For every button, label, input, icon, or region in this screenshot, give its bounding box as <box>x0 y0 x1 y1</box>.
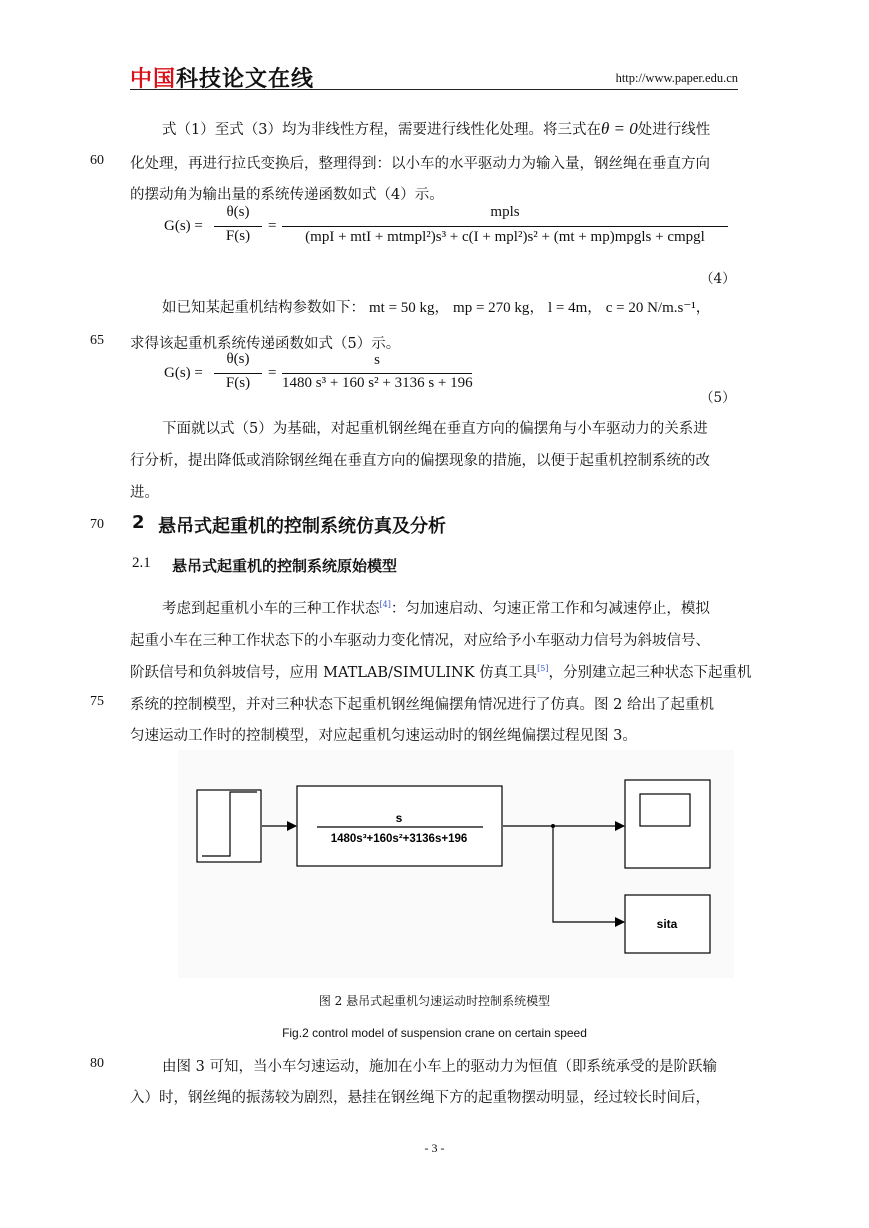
eq5-lhs: G(s) = <box>164 365 203 381</box>
eq5-lhs-fraction-bar <box>214 373 262 374</box>
params-line <box>162 296 742 317</box>
eq5-fraction-bar <box>282 373 472 374</box>
para3-text-c: 阶跃信号和负斜坡信号，应用 MATLAB/SIMULINK 仿真工具 <box>130 665 538 681</box>
param-mp: mp = 270 kg <box>453 300 530 316</box>
para2-line1: 下面就以式（5）为基础，对起重机钢丝绳在垂直方向的偏摆角与小车驱动力的关系进 <box>162 421 708 437</box>
para3-text-a: 考虑到起重机小车的三种工作状态 <box>162 601 380 617</box>
para3-line4: 系统的控制模型，并对三种状态下起重机钢丝绳偏摆角情况进行了仿真。图 2 给出了起重机 <box>130 697 714 713</box>
para1-text-b: 处进行线性 <box>637 122 711 138</box>
para4-line2: 入）时，钢丝绳的振荡较为剧烈，悬挂在钢丝绳下方的起重物摆动明显，经过较长时间后， <box>130 1090 710 1106</box>
section-number: 2 <box>132 512 145 533</box>
line-number: 70 <box>90 517 104 532</box>
eq4-fraction-bar <box>282 226 728 227</box>
subsection-number: 2.1 <box>132 555 151 571</box>
logo-red-text: 中国 <box>130 67 177 92</box>
eq4-number: （4） <box>700 271 736 287</box>
para3-line2: 起重小车在三种工作状态下的小车驱动力变化情况，对应给予小车驱动力信号为斜坡信号、 <box>130 633 710 649</box>
workspace-var-label: sita <box>656 917 678 931</box>
para4-line1: 由图 3 可知，当小车匀速运动，施加在小车上的驱动力为恒值（即系统承受的是阶跃输 <box>162 1059 717 1075</box>
eq4-theta: θ(s) <box>226 204 250 220</box>
eq5-number: （5） <box>700 390 736 406</box>
eq5-theta: θ(s) <box>226 351 250 367</box>
para3-line5: 匀速运动工作时的控制模型，对应起重机匀速运动时的钢丝绳偏摆过程见图 3。 <box>130 728 637 744</box>
para1-line1 <box>162 118 770 139</box>
param-sep: ， <box>434 300 450 316</box>
param-mt: mt = 50 kg <box>369 300 435 316</box>
eq4-equals: = <box>268 218 277 234</box>
page-number: - 3 - <box>424 1141 445 1155</box>
params-next-line: 求得该起重机系统传递函数如式（5）示。 <box>130 336 401 352</box>
eq4-lhs-fraction-bar <box>214 226 262 227</box>
eq4-denominator: (mpI + mtI + mtmpl²)s³ + c(I + mpl²)s² + (mt + mp)mpgls + cmpgl <box>305 229 705 245</box>
eq5-F: F(s) <box>225 375 251 391</box>
param-sep: ， <box>529 300 544 316</box>
header-url[interactable]: http://www.paper.edu.cn <box>615 71 738 85</box>
tf-denominator: 1480s³+160s²+3136s+196 <box>330 833 468 845</box>
params-intro: 如已知某起重机结构参数如下： <box>162 300 365 316</box>
eq4-numerator: mpls <box>490 204 520 220</box>
tf-numerator: s <box>395 811 403 825</box>
figure-caption-cn: 图 2 悬吊式起重机匀速运动时控制系统模型 <box>318 994 551 1008</box>
subsection-title: 悬吊式起重机的控制系统原始模型 <box>172 557 398 575</box>
param-end: ， <box>695 300 711 316</box>
eq4-F: F(s) <box>225 228 251 244</box>
para2-line2: 行分析，提出降低或消除钢丝绳在垂直方向的偏摆现象的措施，以便于起重机控制系统的改 <box>130 453 710 469</box>
eq4-lhs: G(s) = <box>164 218 203 234</box>
para1-line3: 的摆动角为输出量的系统传递函数如式（4）示。 <box>130 187 444 203</box>
citation-4[interactable]: [4] <box>379 600 391 610</box>
line-number: 60 <box>90 153 104 168</box>
eq5-denominator: 1480 s³ + 160 s² + 3136 s + 196 <box>282 375 473 391</box>
param-sep: ， <box>587 300 602 316</box>
scope-block[interactable] <box>625 780 710 868</box>
simulink-diagram <box>178 750 734 978</box>
line-number: 75 <box>90 694 104 709</box>
theta-zero-math: θ = 0 <box>600 119 638 138</box>
para3-text-b: ：匀加速启动、匀速正常工作和匀减速停止，模拟 <box>390 601 710 617</box>
para1-line2: 化处理，再进行拉氏变换后，整理得到：以小车的水平驱动力为输入量，钢丝绳在垂直方向 <box>130 156 710 172</box>
line-number: 65 <box>90 333 104 348</box>
header-rule <box>130 89 738 90</box>
figure-caption-en: Fig.2 control model of suspension crane on certain speed <box>282 1026 587 1040</box>
section-title: 悬吊式起重机的控制系统仿真及分析 <box>158 516 446 537</box>
step-source-block[interactable] <box>197 790 261 862</box>
para3-line3 <box>130 661 752 682</box>
to-workspace-block[interactable] <box>625 895 710 953</box>
logo-black-text: 科技论文在线 <box>176 67 315 92</box>
para3-line1 <box>162 597 770 618</box>
para3-text-d: ，分别建立起三种状态下起重机 <box>548 665 752 681</box>
param-c: c = 20 N/m.s⁻¹ <box>605 300 696 316</box>
eq5-equals: = <box>268 365 277 381</box>
citation-5[interactable]: [5] <box>537 664 549 674</box>
para2-line3: 进。 <box>130 485 159 501</box>
para1-text-a: 式（1）至式（3）均为非线性方程，需要进行线性化处理。将三式在 <box>162 122 601 138</box>
transfer-function-block[interactable] <box>297 786 502 866</box>
scope-screen-icon <box>640 794 690 826</box>
eq5-numerator: s <box>374 352 380 368</box>
param-l: l = 4m <box>547 300 588 316</box>
line-number: 80 <box>90 1056 104 1071</box>
